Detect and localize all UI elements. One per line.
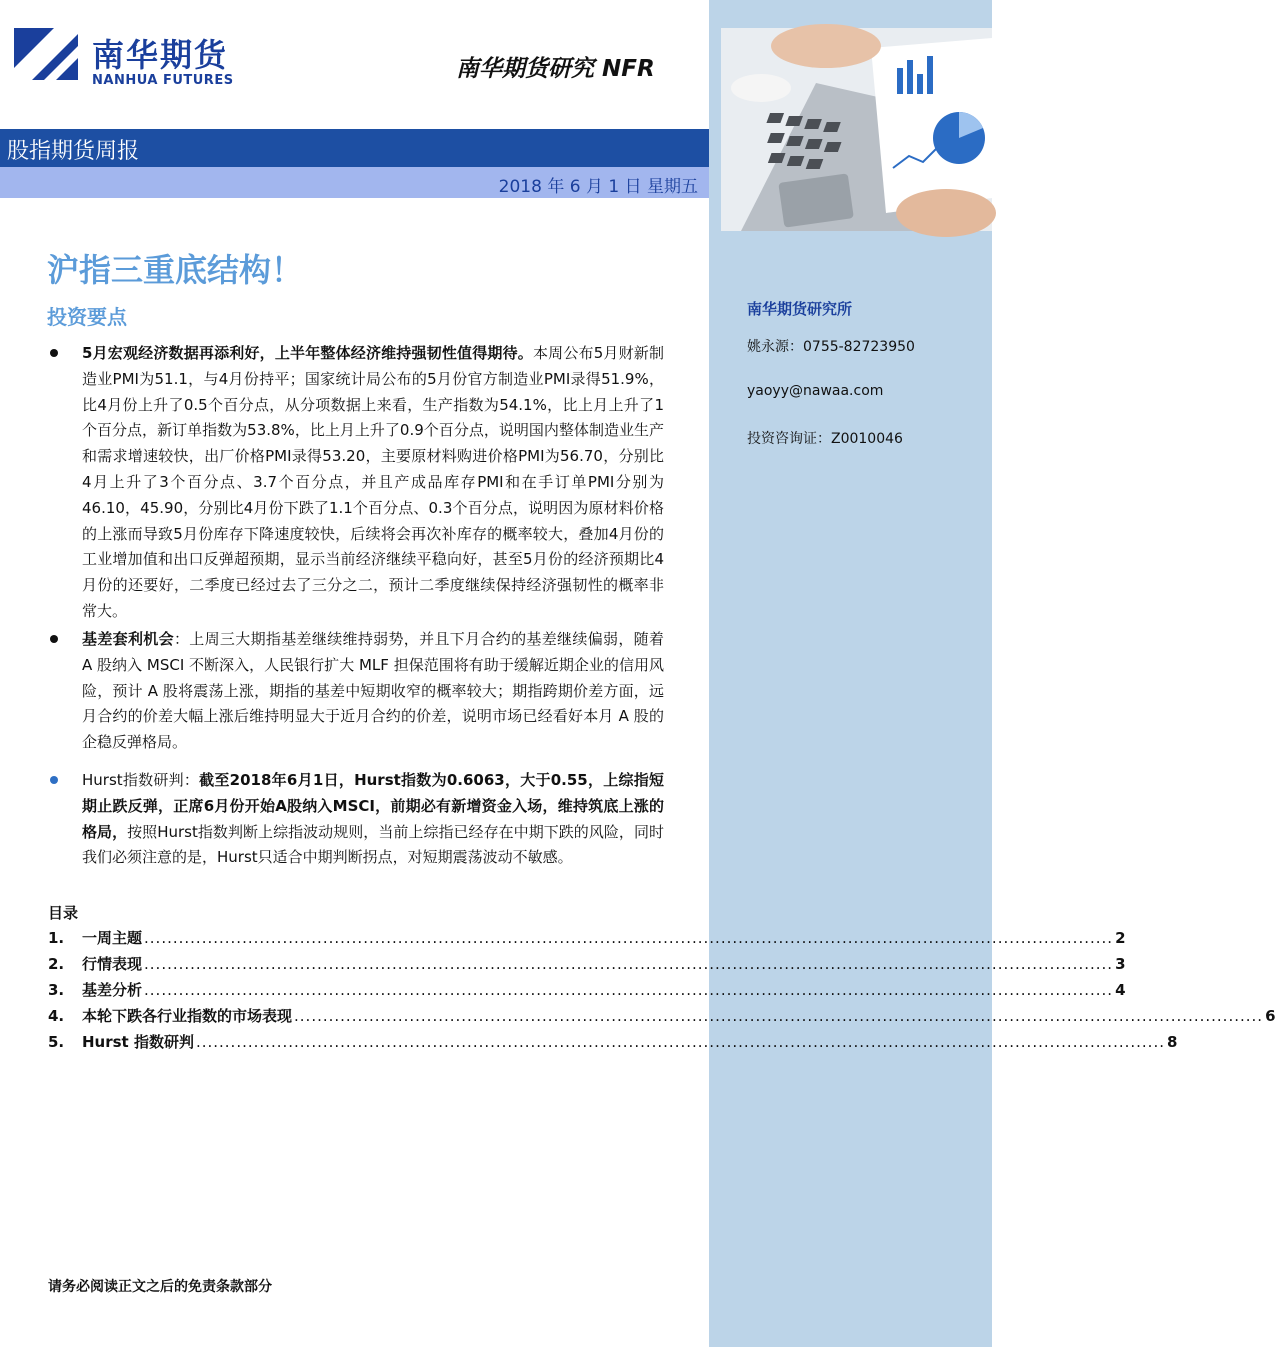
toc-number: 1. [48,929,65,947]
bullet-body: 本周公布5月财新制造业PMI为51.1，与4月份持平；国家统计局公布的5月份官方制造业PMI录得51.9%，比4月份上升了0.5个百分点，从分项数据上来看，生产指数为54.1%，比上月上升了1个百分点，新订单指数为53.8%，比上月上升了0.9个百分点，说明国内整体制造业生产和需求增速较快，出厂价格PMI录得53.20，主要原材料购进价格PMI为56.70，分别比4月上升了3个百分点、3.7个百分点，并且产成品库存PMI和在手订单PMI分别为46.10，45.90，分别比4月份下跌了1.1个百分点、0.3个百分点，说明因为原材料价格的上涨而导致5月份库存下降速度较快，后续将会再次补库存的概率较大，叠加4月份的工业增加值和出口反弹超预期，显示当前经济继续平稳向好，甚至5月份的经济预期比4月份的还要好，二季度已经过去了三分之二，预计二季度继续保持经济强韧性的概率非常大。 [82,344,664,620]
toc-label: 一周主题 [82,929,143,947]
toc-item[interactable] [48,1005,1276,1027]
toc-page: 2 [1115,929,1126,947]
logo-english-name: NANHUA FUTURES [92,73,234,88]
toc-leader: ........................................................................................................................................................................ [195,1033,1165,1051]
toc-number: 3. [48,981,65,999]
toc-number: 4. [48,1007,65,1025]
disclaimer-footer: 请务必阅读正文之后的免责条款部分 [48,1279,272,1295]
toc-item[interactable] [48,1031,1178,1053]
bullet-icon [50,349,58,357]
toc-item[interactable] [48,953,1126,975]
bullet-lead: 基差套利机会 [82,630,174,648]
research-brand: 南华期货研究 NFR [456,56,655,82]
toc-leader: ........................................................................................................................................................................ [294,1007,1264,1025]
toc-number: 5. [48,1033,65,1051]
bullet-paragraph [82,768,664,871]
toc-leader: ........................................................................................................................................................................ [144,981,1114,999]
bullet-lead: 5月宏观经济数据再添利好，上半年整体经济维持强韧性值得期待。 [82,344,533,362]
toc-page: 8 [1167,1033,1178,1051]
bullet-icon [50,635,58,643]
toc-number: 2. [48,955,65,973]
bullet-body: ：上周三大期指基差继续维持弱势，并且下月合约的基差继续偏弱，随着 A 股纳入 MSCI 不断深入，人民银行扩大 MLF 担保范围将有助于缓解近期企业的信用风险，预计 A 股将震荡上涨，期指的基差中短期收窄的概率较大；期指跨期价差方面，远月合约的价差大幅上涨后维持明显大于近月合约的价差，说明市场已经看好本月 A 股的企稳反弹格局。 [82,630,664,752]
research-institute: 南华期货研究所 [747,300,853,318]
analyst-contact: 姚永源：0755-82723950 [747,339,915,355]
toc-page: 4 [1115,981,1126,999]
toc-label: 基差分析 [82,981,143,999]
toc-label: 行情表现 [82,955,143,973]
bullet-paragraph [82,627,664,756]
bullet-body: 按照Hurst指数判断上综指波动规则，当前上综指已经存在中期下跌的风险，同时我们必须注意的是，Hurst只适合中期判断拐点，对短期震荡波动不敏感。 [82,822,664,867]
toc-item[interactable] [48,979,1126,1001]
logo-chinese-name: 南华期货 [92,36,229,74]
license-number: 投资咨询证：Z0010046 [747,431,903,447]
bullet-icon [50,776,58,784]
toc-item[interactable] [48,927,1126,949]
cover-photo [721,28,992,231]
report-date: 2018 年 6 月 1 日 星期五 [498,177,698,197]
bullet-lead-plain: Hurst指数研判： [82,771,200,789]
section-title: 投资要点 [47,305,127,329]
nanhua-logo-icon [14,28,78,90]
toc-title: 目录 [48,904,79,922]
toc-label: Hurst 指数研判 [82,1033,194,1051]
toc-label: 本轮下跌各行业指数的市场表现 [82,1007,293,1025]
toc-leader: ........................................................................................................................................................................ [144,929,1114,947]
toc-page: 6 [1265,1007,1276,1025]
toc-page: 3 [1115,955,1126,973]
laptop-chart-illustration [721,28,992,231]
report-type: 股指期货周报 [7,139,140,164]
toc-leader: ........................................................................................................................................................................ [144,955,1114,973]
bullet-paragraph [82,341,664,625]
analyst-email[interactable]: yaoyy@nawaa.com [747,383,884,399]
bullet-lead: 截至2018年6月1日，Hurst指数为0.6063，大于0.55，上综指短期止跌反弹，正席6月份开始A股纳入MSCI，前期必有新增资金入场，维持筑底上涨的格局， [82,771,664,841]
report-headline: 沪指三重底结构！ [47,251,304,289]
